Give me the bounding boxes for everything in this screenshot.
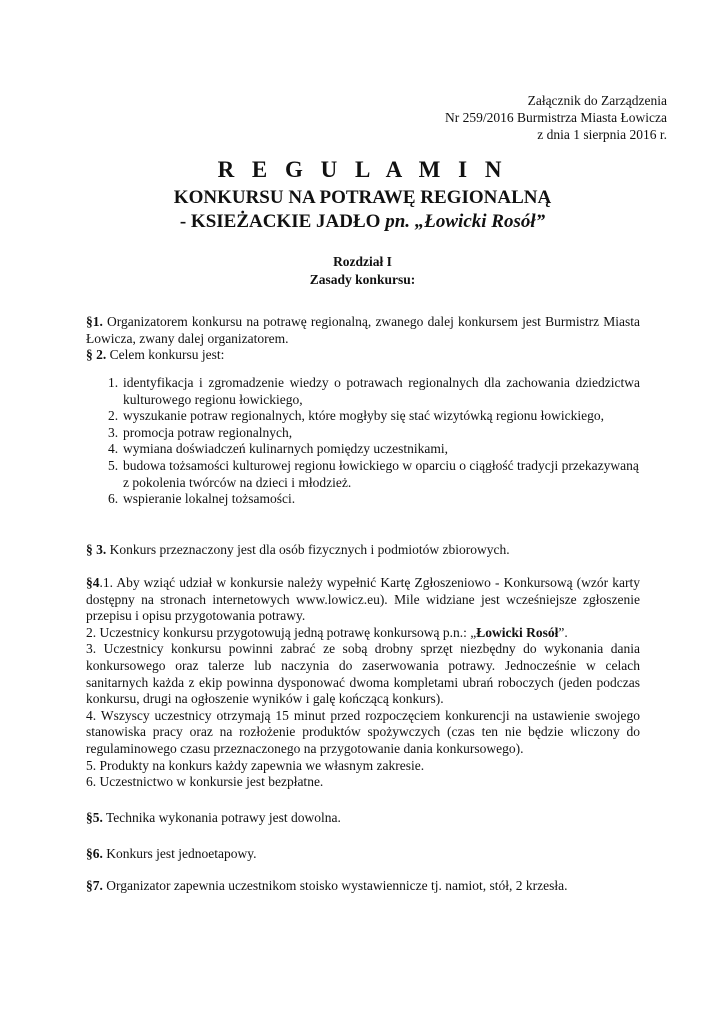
dish-name: Łowicki Rosół <box>476 624 559 640</box>
section-1-and-2 <box>86 314 640 364</box>
section-4-point-2-suffix: ”. <box>558 624 568 640</box>
chapter-name: Zasady konkursu: <box>309 272 416 287</box>
goals-list <box>86 375 640 508</box>
list-item-number: 1. <box>108 375 119 390</box>
list-item <box>86 441 640 458</box>
section-4-point-1 <box>86 575 640 625</box>
list-item-text: promocja potraw regionalnych, <box>123 424 293 440</box>
list-item <box>86 491 640 508</box>
section-1 <box>86 314 640 347</box>
section-5 <box>86 810 640 827</box>
subtitle-italic: pn. „Łowicki Rosół” <box>385 211 546 232</box>
list-item <box>86 408 640 425</box>
section-1-mark: §1. <box>86 314 103 329</box>
section-4-mark: §4 <box>86 575 100 590</box>
section-4-point-6: 6. Uczestnictwo w konkursie jest bezpłatne. <box>86 774 324 790</box>
annex-line-2: Nr 259/2016 Burmistrza Miasta Łowicza <box>445 110 667 125</box>
list-item <box>86 375 640 408</box>
list-item-number: 4. <box>108 441 119 457</box>
section-7-text: Organizator zapewnia uczestnikom stoisko wystawiennicze tj. namiot, stół, 2 krzesła. <box>102 878 568 893</box>
section-7-mark: §7. <box>86 878 103 893</box>
section-3-mark: § 3. <box>86 542 107 557</box>
section-4-point-1-text: .1. Aby wziąć udział w konkursie należy wypełnić Kartę Zgłoszeniowo - Konkursową (wzór karty dostępny na stronach internetowych www.lowicz.eu). Mile widziane jest wcześniejsze zgłoszenie przepisu i opisu przygotowania potrawy. <box>86 575 640 624</box>
section-5-text: Technika wykonania potrawy jest dowolna. <box>102 810 341 825</box>
chapter-number: Rozdział I <box>333 254 392 269</box>
list-item-text: budowa tożsamości kulturowej regionu łowickiego w oparciu o ciągłość tradycji przekazywaną <box>123 457 639 473</box>
document-title: R E G U L A M I N <box>217 157 508 182</box>
list-item-text: wymiana doświadczeń kulinarnych pomiędzy uczestnikami, <box>123 441 449 457</box>
section-6 <box>86 846 640 863</box>
list-item-number: 3. <box>108 424 119 440</box>
section-2 <box>86 347 640 364</box>
section-4-point-2 <box>86 625 640 642</box>
document-subtitle-1: KONKURSU NA POTRAWĘ REGIONALNĄ <box>173 187 552 208</box>
section-4-point-4: 4. Wszyscy uczestnicy otrzymają 15 minut przed rozpoczęciem konkurencji na ustawienie swojego stanowiska pracy oraz na rozłożenie produktów spożywczych (czas ten nie będzie wliczony do regulaminowego czasu przeznaczonego na przygotowanie dania konkursowego). <box>86 707 640 756</box>
annex-line-3: z dnia 1 sierpnia 2016 r. <box>537 127 667 142</box>
section-4 <box>86 575 640 791</box>
list-item-number: 2. <box>108 408 119 424</box>
section-1-text: Organizatorem konkursu na potrawę regionalną, zwanego dalej konkursem jest Burmistrz Miasta Łowicza, zwany dalej organizatorem. <box>86 314 640 346</box>
section-7 <box>86 878 640 895</box>
annex-line-1: Załącznik do Zarządzenia <box>527 93 667 108</box>
section-4-point-5: 5. Produkty na konkurs każdy zapewnia we własnym zakresie. <box>86 757 425 773</box>
list-item-text: wyszukanie potraw regionalnych, które mogłyby się stać wizytówką regionu łowickiego, <box>123 408 604 424</box>
section-2-text: Celem konkursu jest: <box>106 347 225 363</box>
annex-note <box>445 92 667 143</box>
list-item-number: 5. <box>108 457 119 473</box>
section-3 <box>86 542 640 559</box>
document-subtitle-2 <box>0 210 725 234</box>
section-6-mark: §6. <box>86 846 103 861</box>
section-6-text: Konkurs jest jednoetapowy. <box>102 846 257 861</box>
chapter-heading <box>0 253 725 289</box>
section-2-mark: § 2. <box>86 347 107 363</box>
list-item-number: 6. <box>108 491 119 507</box>
list-item <box>86 458 640 491</box>
list-item-text: identyfikacja i zgromadzenie wiedzy o potrawach regionalnych dla zachowania dziedzictwa kulturowego regionu łowickiego, <box>123 375 640 407</box>
list-item-continuation: z pokolenia twórców na dzieci i młodzież. <box>123 474 352 490</box>
list-item-text: wspieranie lokalnej tożsamości. <box>123 491 296 507</box>
subtitle-prefix: - KSIEŻACKIE JADŁO <box>179 211 386 232</box>
list-item <box>86 425 640 442</box>
section-4-point-3: 3. Uczestnicy konkursu powinni zabrać ze sobą drobny sprzęt niezbędny do wykonania dania konkursowego oraz talerze lub naczynia do zaserwowania potrawy. Jednocześnie w celach sanitarnych każda z ekip powinna dysponować dwoma kompletami ubrań roboczych (jeden podczas konkursu, drugi na ogłoszenie wyników i galę kończącą konkurs). <box>86 641 640 707</box>
section-4-point-2-prefix: 2. Uczestnicy konkursu przygotowują jedną potrawę konkursową p.n.: „ <box>86 624 477 640</box>
section-3-text: Konkurs przeznaczony jest dla osób fizycznych i podmiotów zbiorowych. <box>106 542 510 557</box>
section-5-mark: §5. <box>86 810 103 825</box>
